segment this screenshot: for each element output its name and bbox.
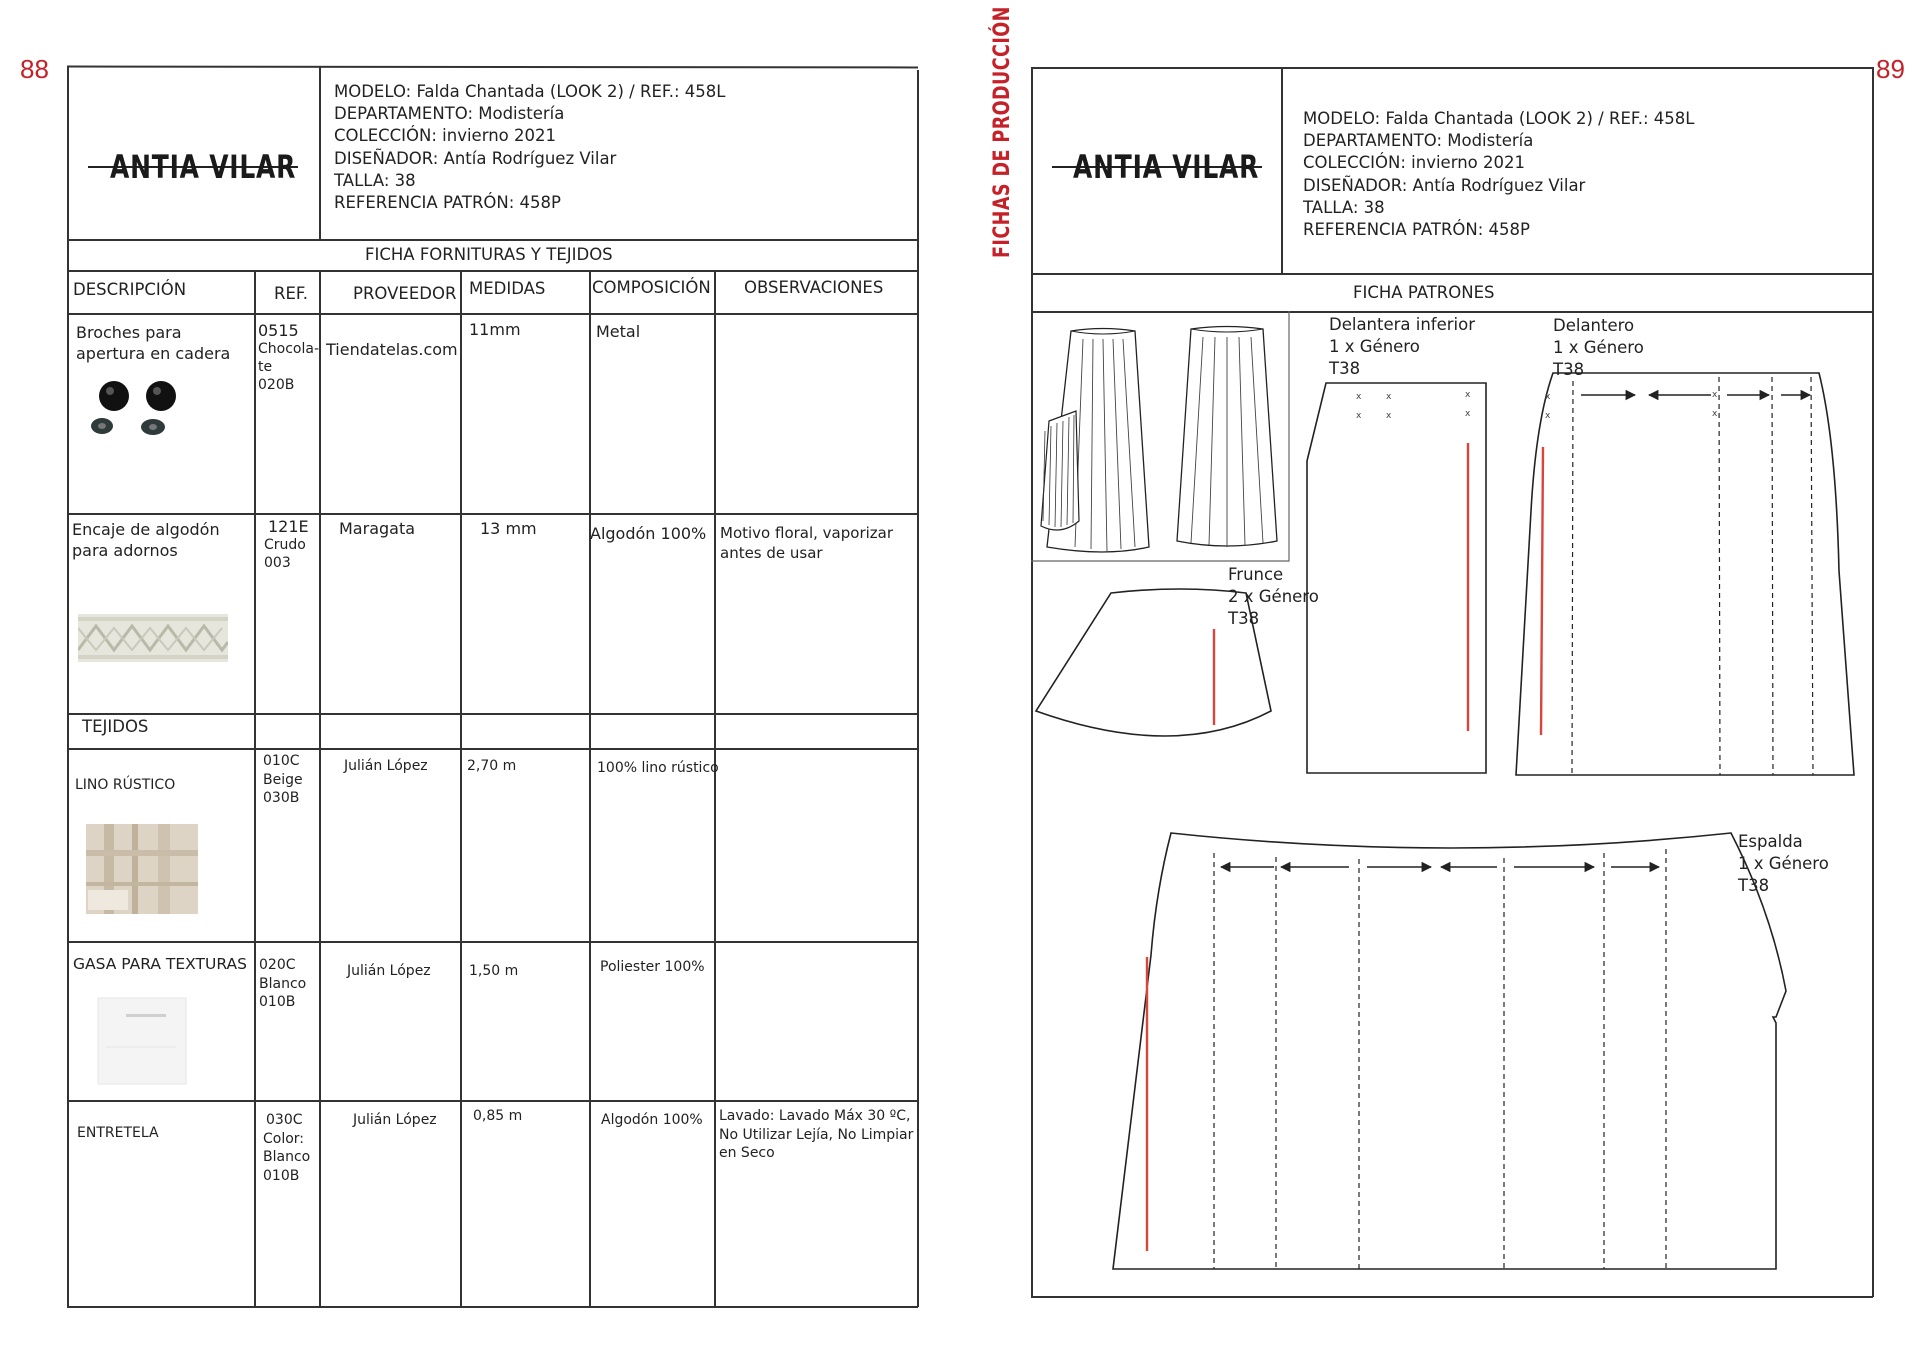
row5-ref-label: Color:: [263, 1130, 305, 1147]
col-div-4: [589, 270, 591, 1307]
svg-text:x: x: [1465, 409, 1471, 419]
meta-pattern-ref: REFERENCIA PATRÓN: 458P: [334, 193, 561, 213]
pattern-name: Frunce: [1228, 565, 1284, 584]
row5-supplier: Julián López: [353, 1112, 437, 1128]
meta-department: DEPARTAMENTO: Modistería: [334, 104, 565, 124]
svg-text:x: x: [1356, 411, 1362, 421]
row1-desc-line2: apertura en cadera: [76, 344, 231, 363]
header-meta-right: [1303, 108, 1694, 241]
brand-logo-right: ANTIA VILAR: [1073, 148, 1260, 186]
row5-composition: Algodón 100%: [601, 1112, 703, 1128]
pattern-cut: 1 x Género: [1553, 338, 1644, 357]
col-div-5: [714, 270, 716, 1307]
vertical-section-title: FICHAS DE PRODUCCIÓN: [990, 6, 1015, 259]
col-div-3: [460, 270, 462, 1307]
row4-measure: 1,50 m: [469, 963, 519, 979]
right-header-bottom: [1031, 273, 1873, 275]
meta-department: DEPARTAMENTO: Modistería: [1303, 131, 1534, 151]
row5-ref-variant: 010B: [263, 1167, 300, 1184]
row5-notes-line1: Lavado: Lavado Máx 30 ºC,: [719, 1108, 911, 1124]
row2-ref-color: Crudo: [264, 537, 306, 553]
col-header-description: DESCRIPCIÓN: [73, 280, 187, 299]
row3-ref-code: 010C: [263, 753, 300, 769]
svg-text:x: x: [1465, 390, 1471, 400]
left-header-divider: [319, 67, 321, 240]
linen-swatch-image: [84, 820, 202, 918]
svg-text:x: x: [1386, 411, 1392, 421]
fabrics-label: TEJIDOS: [82, 717, 149, 736]
row1-ref: [258, 322, 319, 394]
left-title-bottom: [67, 270, 918, 272]
right-frame-bottom: [1031, 1296, 1873, 1298]
row4-ref: [259, 956, 306, 1012]
row5-ref-color: Blanco: [263, 1149, 311, 1165]
row4-ref-code: 020C: [259, 957, 296, 973]
row1-ref-color2: te: [258, 359, 273, 375]
row2-description: [72, 519, 220, 561]
sheet-title-right: FICHA PATRONES: [1353, 283, 1495, 302]
row5-ref-code: 030C: [266, 1112, 303, 1128]
brand-logo-left: ANTIA VILAR: [110, 148, 297, 186]
svg-text:x: x: [1545, 392, 1551, 402]
col-header-measures: MEDIDAS: [469, 279, 546, 298]
row3-ref-variant: 030B: [263, 790, 300, 806]
row4-description: GASA PARA TEXTURAS: [73, 955, 247, 973]
meta-size: TALLA: 38: [334, 170, 416, 190]
pattern-cut: 1 x Género: [1329, 337, 1420, 356]
svg-text:x: x: [1712, 409, 1718, 419]
row2-measure: 13 mm: [480, 519, 537, 538]
pattern-cut: 2 x Género: [1228, 587, 1319, 606]
row1-desc-line1: Broches para: [76, 323, 182, 342]
pattern-name: Delantera inferior: [1329, 315, 1476, 334]
meta-size: TALLA: 38: [1303, 197, 1385, 217]
meta-designer: DISEÑADOR: Antía Rodríguez Vilar: [334, 148, 617, 168]
row3-ref: [263, 752, 303, 808]
col-div-1: [254, 270, 256, 1307]
pattern-size: T38: [1553, 360, 1585, 379]
col-div-2: [319, 270, 321, 1307]
row5-notes-line3: en Seco: [719, 1145, 775, 1161]
row2-supplier: Maragata: [339, 519, 416, 538]
sheet-title-left: FICHA FORNITURAS Y TEJIDOS: [365, 245, 613, 264]
left-row1-bottom: [67, 513, 918, 515]
row5-measure: 0,85 m: [473, 1108, 523, 1124]
pattern-frunce: [1036, 589, 1271, 736]
left-row3-bottom: [67, 941, 918, 943]
row2-notes-line1: Motivo floral, vaporizar: [720, 524, 894, 542]
meta-collection: COLECCIÓN: invierno 2021: [334, 126, 556, 146]
row2-desc-line1: Encaje de algodón: [72, 520, 220, 539]
row1-description: [76, 322, 230, 364]
row5-ref: [263, 1111, 310, 1185]
row1-ref-code: 0515: [258, 321, 299, 340]
row1-ref-variant: 020B: [258, 377, 295, 393]
row4-ref-variant: 010B: [259, 994, 296, 1010]
left-frame-bottom: [67, 1306, 918, 1308]
page-number-left: 88: [20, 54, 49, 84]
row1-ref-color: Chocola-: [258, 341, 319, 357]
left-frame-left: [67, 66, 69, 1307]
right-frame-right: [1872, 67, 1874, 1297]
left-colhdr-bottom: [67, 313, 918, 315]
row2-ref-code: 121E: [268, 517, 309, 536]
flat-sketch: [1031, 311, 1289, 561]
pattern-drawings: [1031, 311, 1872, 1296]
row4-supplier: Julián López: [347, 963, 431, 979]
page-number-right: 89: [1876, 54, 1905, 84]
pattern-delantero: [1516, 373, 1854, 775]
svg-text:x: x: [1712, 390, 1718, 400]
row4-composition: Poliester 100%: [600, 959, 705, 975]
left-header-bottom: [67, 239, 918, 241]
meta-designer: DISEÑADOR: Antía Rodríguez Vilar: [1303, 175, 1586, 195]
row4-ref-color: Blanco: [259, 975, 307, 992]
svg-text:x: x: [1545, 411, 1551, 421]
left-frame-top: [67, 66, 918, 68]
row5-notes-line2: No Utilizar Lejía, No Limpiar: [719, 1126, 914, 1143]
row5-description: ENTRETELA: [77, 1125, 159, 1141]
row3-measure: 2,70 m: [467, 758, 517, 774]
meta-pattern-ref: REFERENCIA PATRÓN: 458P: [1303, 220, 1530, 240]
left-frame-right: [917, 70, 919, 1307]
right-frame-top: [1031, 67, 1873, 69]
right-header-divider: [1281, 67, 1283, 274]
pattern-delantera-inferior: [1307, 383, 1486, 773]
row2-notes-line2: antes de usar: [720, 544, 823, 562]
left-row2-bottom: [67, 713, 918, 715]
pattern-size: T38: [1738, 876, 1770, 895]
left-tejidos-bottom: [67, 748, 918, 750]
header-meta-left: [334, 81, 725, 214]
pattern-name: Delantero: [1553, 316, 1635, 335]
meta-model: MODELO: Falda Chantada (LOOK 2) / REF.: 458L: [1303, 109, 1695, 128]
row1-composition: Metal: [596, 322, 641, 341]
pattern-espalda: [1113, 833, 1786, 1269]
row3-description: LINO RÚSTICO: [75, 777, 176, 793]
pattern-size: T38: [1228, 609, 1260, 628]
pattern-name: Espalda: [1738, 832, 1803, 851]
row2-ref-variant: 003: [264, 555, 291, 571]
pattern-size: T38: [1329, 359, 1361, 378]
row2-notes: [720, 523, 893, 563]
gauze-swatch-image: [96, 996, 188, 1086]
row2-composition: Algodón 100%: [590, 524, 707, 543]
snap-buttons-image: [78, 374, 178, 446]
row1-measure: 11mm: [469, 320, 521, 339]
col-header-composition: COMPOSICIÓN: [592, 278, 711, 297]
meta-collection: COLECCIÓN: invierno 2021: [1303, 153, 1525, 173]
row3-composition: 100% lino rústico: [597, 760, 719, 776]
row5-notes: [719, 1107, 913, 1163]
pattern-cut: 1 x Género: [1738, 854, 1829, 873]
col-header-supplier: PROVEEDOR: [353, 284, 457, 303]
left-row4-bottom: [67, 1100, 918, 1102]
svg-text:x: x: [1386, 392, 1392, 402]
row3-supplier: Julián López: [344, 758, 428, 774]
lace-trim-image: [78, 614, 228, 662]
row2-ref: [264, 518, 309, 572]
row3-ref-color: Beige: [263, 771, 303, 788]
row2-desc-line2: para adornos: [72, 541, 178, 560]
row1-supplier: Tiendatelas.com: [326, 340, 458, 359]
col-header-notes: OBSERVACIONES: [744, 278, 884, 297]
col-header-ref: REF.: [274, 284, 308, 303]
meta-model: MODELO: Falda Chantada (LOOK 2) / REF.: 458L: [334, 82, 726, 101]
svg-text:x: x: [1356, 392, 1362, 402]
